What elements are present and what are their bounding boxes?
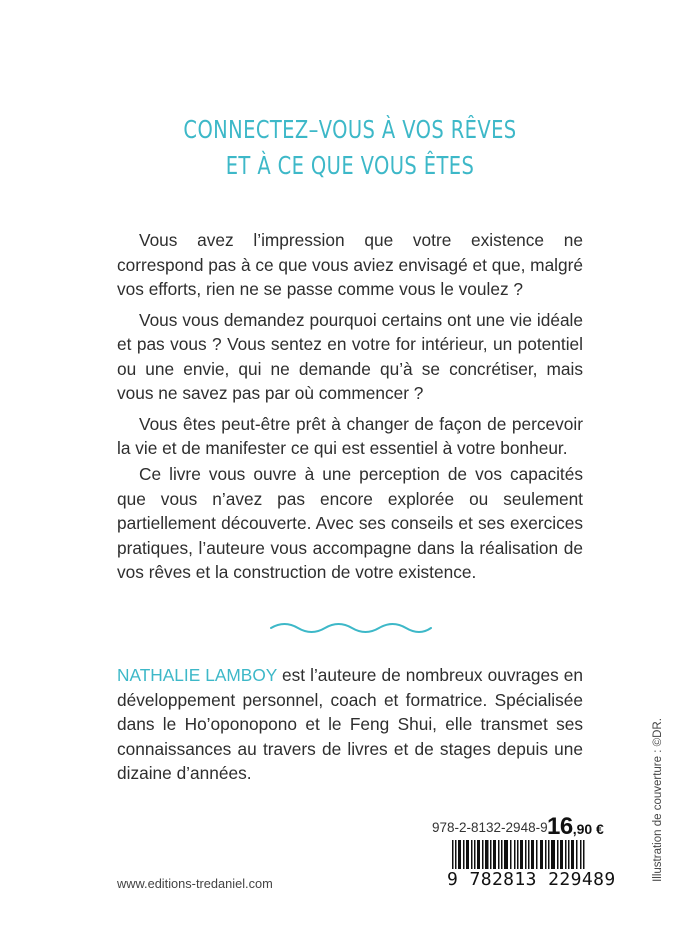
paragraph-3: Vous êtes peut-être prêt à changer de façon de percevoir la vie et de manifester ce qui est essentiel à votre bonheur.	[117, 413, 583, 458]
author-bio-text: est l’auteure de nombreux ouvrages en développement personnel, coach et formatrice. Spécialisée dans le Ho’oponopono et le Feng Shui, elle transmet ses connaissances au travers de livres et de stages depuis une dizaine d’années.	[117, 665, 583, 783]
summary-paragraph: Ce livre vous ouvre à une perception de vos capacités que vous n’avez pas encore explorée ou seulement partiellement découverte. Avec ses conseils et ses exercices pratiques, l’auteure vous accompagne dans la réalisation de vos rêves et la construction de votre existence.	[117, 464, 583, 582]
author-name: NATHALIE LAMBOY	[117, 665, 277, 685]
barcode-number: 9 782813 229489	[447, 869, 616, 890]
summary-text	[117, 462, 583, 585]
barcode-digits	[447, 869, 616, 890]
price-decimal: ,90 €	[572, 821, 604, 837]
title-line-1: CONNECTEZ–VOUS À VOS RÊVES	[183, 115, 517, 144]
paragraph-1: Vous avez l’impression que votre existence ne correspond pas à ce que vous aviez envisagé et que, malgré vos efforts, rien ne se passe comme vous le voulez ?	[117, 230, 583, 299]
intro-text	[117, 228, 583, 461]
isbn: 978-2-8132-2948-9	[432, 820, 548, 835]
author-bio	[117, 663, 583, 786]
illustration-credit: Illustration de couverture : ©DR.	[652, 718, 664, 882]
publisher-website[interactable]: www.editions-tredaniel.com	[117, 876, 273, 891]
paragraph-2: Vous vous demandez pourquoi certains ont une vie idéale et pas vous ? Vous sentez en votre for intérieur, un potentiel ou une envie, qui ne demande qu’à se concrétiser, mais vous ne savez pas par où commencer ?	[117, 309, 583, 403]
price	[547, 813, 604, 841]
price-integer: 16	[547, 813, 573, 840]
wave-divider-icon	[268, 618, 434, 638]
cover-title	[77, 112, 623, 184]
title-line-2: ET À CE QUE VOUS ÊTES	[225, 151, 475, 180]
